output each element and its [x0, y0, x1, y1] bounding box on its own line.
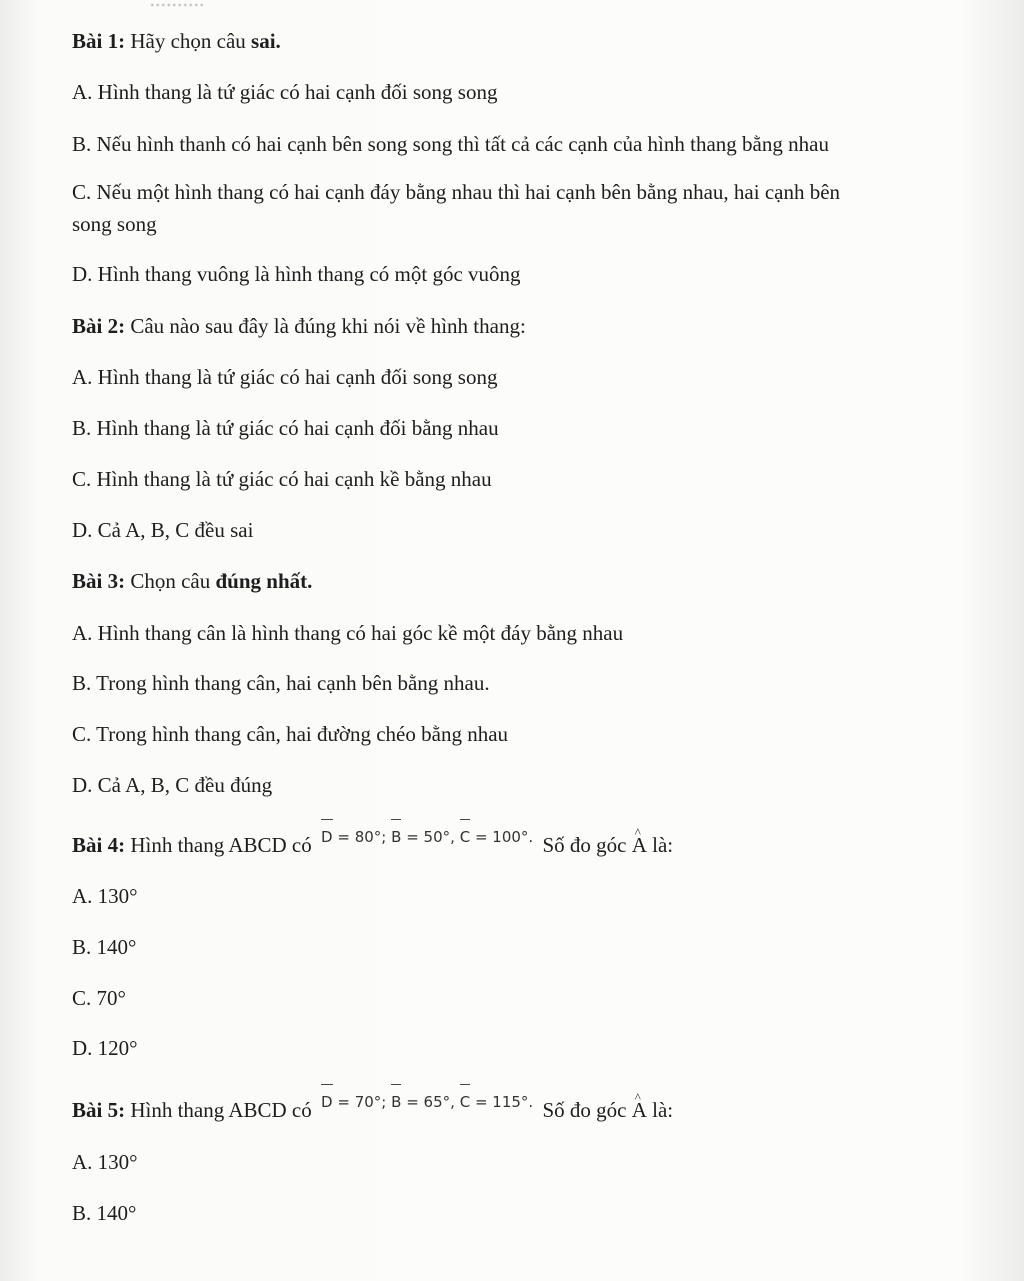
question-5-prompt	[72, 1095, 673, 1127]
question-2-option-a: A. Hình thang là tứ giác có hai cạnh đối song song	[72, 365, 498, 389]
angle-d-value: = 80°;	[337, 828, 387, 846]
angle-c-value: = 100°.	[474, 828, 534, 846]
angle-a-symbol: ^ A	[632, 1095, 647, 1125]
question-1-option-a: A. Hình thang là tứ giác có hai cạnh đối song song	[72, 80, 498, 104]
question-5-label: Bài 5:	[72, 1098, 126, 1122]
angle-d-symbol: D	[321, 822, 333, 852]
angle-d-value: = 70°;	[337, 1093, 387, 1111]
question-1-option-c-line-2: song song	[72, 212, 157, 236]
question-4-tail-post: là:	[652, 833, 674, 857]
question-4-tail-pre: Số đo góc	[542, 833, 627, 857]
angle-d-symbol: D	[321, 1087, 333, 1117]
question-3-option-a: A. Hình thang cân là hình thang có hai góc kề một đáy bằng nhau	[72, 621, 624, 645]
angle-c-symbol: C	[460, 822, 470, 852]
question-3-option-b: B. Trong hình thang cân, hai cạnh bên bằng nhau.	[72, 671, 490, 695]
angle-b-value: = 50°,	[406, 828, 455, 846]
question-1-label: Bài 1:	[72, 29, 126, 53]
question-2-label: Bài 2:	[72, 314, 126, 338]
angle-a-symbol: ^ A	[632, 830, 647, 860]
question-2-option-d: D. Cả A, B, C đều sai	[72, 518, 254, 542]
question-5-option-a: A. 130°	[72, 1150, 138, 1174]
question-1-text: Hãy chọn câu	[130, 29, 246, 53]
question-1-prompt	[72, 26, 281, 56]
question-5-option-b: B. 140°	[72, 1201, 137, 1225]
question-5-text: Hình thang ABCD có	[130, 1098, 312, 1122]
question-2-text: Câu nào sau đây là đúng khi nói về hình thang:	[130, 314, 526, 338]
question-2-prompt	[72, 311, 526, 341]
question-4-option-d: D. 120°	[72, 1036, 138, 1060]
question-4-option-a: A. 130°	[72, 884, 138, 908]
question-4-option-b: B. 140°	[72, 935, 137, 959]
angle-b-symbol: B	[391, 1087, 401, 1117]
question-3-option-c: C. Trong hình thang cân, hai đường chéo bằng nhau	[72, 722, 509, 746]
question-4-option-c: C. 70°	[72, 986, 126, 1010]
question-3-text: Chọn câu	[130, 569, 211, 593]
question-5-tail-post: là:	[652, 1098, 674, 1122]
question-1-option-b: B. Nếu hình thanh có hai cạnh bên song song thì tất cả các cạnh của hình thang bằng nhau	[72, 132, 829, 156]
angle-c-value: = 115°.	[474, 1093, 534, 1111]
angle-c-symbol: C	[460, 1087, 470, 1117]
question-3-emphasis: đúng nhất.	[215, 569, 313, 593]
question-5-angle-formula	[321, 1087, 533, 1117]
question-3-prompt	[72, 566, 312, 596]
question-1-option-d: D. Hình thang vuông là hình thang có một góc vuông	[72, 262, 521, 286]
cropped-header-text: ..........	[150, 0, 205, 10]
question-1-option-c-line-1: C. Nếu một hình thang có hai cạnh đáy bằng nhau thì hai cạnh bên bằng nhau, hai cạnh bên	[72, 180, 841, 204]
angle-b-value: = 65°,	[406, 1093, 455, 1111]
question-1-emphasis: sai.	[251, 29, 281, 53]
question-2-option-b: B. Hình thang là tứ giác có hai cạnh đối bằng nhau	[72, 416, 499, 440]
question-3-label: Bài 3:	[72, 569, 126, 593]
question-4-angle-formula	[321, 822, 533, 852]
question-5-tail-pre: Số đo góc	[542, 1098, 627, 1122]
question-2-option-c: C. Hình thang là tứ giác có hai cạnh kề bằng nhau	[72, 467, 492, 491]
question-4-label: Bài 4:	[72, 833, 126, 857]
question-4-prompt	[72, 830, 673, 862]
question-3-option-d: D. Cả A, B, C đều đúng	[72, 773, 273, 797]
question-4-text: Hình thang ABCD có	[130, 833, 312, 857]
angle-b-symbol: B	[391, 822, 401, 852]
